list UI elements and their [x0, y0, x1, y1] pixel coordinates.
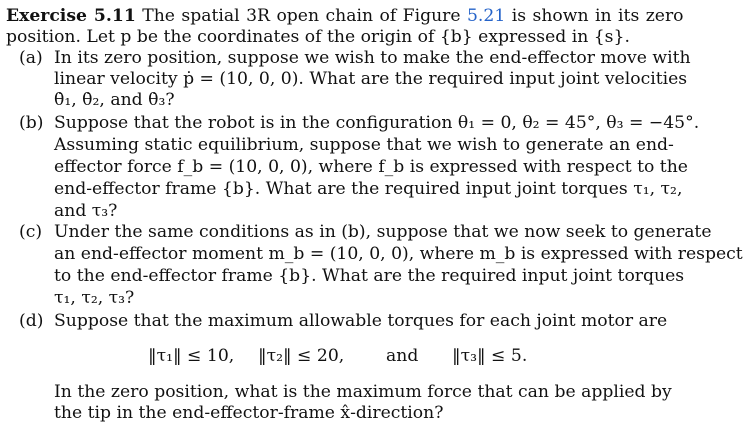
part-b-line-4: end-effector frame {b}. What are the required input joint torques τ₁, τ₂,	[54, 179, 683, 199]
part-c-line-1: Under the same conditions as in (b), suppose that we now seek to generate	[54, 222, 712, 242]
figure-reference-link[interactable]: 5.21	[467, 6, 506, 26]
part-a-line-2: linear velocity ṗ = (10, 0, 0). What are the required input joint velocities	[54, 69, 688, 89]
part-b-line-5: and τ₃?	[54, 201, 118, 221]
part-b-line-1: Suppose that the robot is in the configuration θ₁ = 0, θ₂ = 45°, θ₃ = −45°.	[54, 113, 700, 133]
part-a-label: (a)	[19, 48, 43, 68]
part-b-label: (b)	[19, 113, 44, 133]
part-c-line-4: τ₁, τ₂, τ₃?	[54, 288, 135, 308]
torque-limit-tau2: ‖τ₂‖ ≤ 20,	[258, 346, 345, 366]
part-c-line-2: an end-effector moment m_b = (10, 0, 0), where m_b is expressed with respect	[54, 244, 743, 264]
exercise-title: Exercise 5.11	[6, 6, 136, 26]
part-d-line-1: Suppose that the maximum allowable torques for each joint motor are	[54, 311, 668, 331]
intro-text-b: is shown in its zero	[505, 6, 684, 26]
torque-limit-tau3: ‖τ₃‖ ≤ 5.	[452, 346, 528, 366]
torque-limit-tau1: ‖τ₁‖ ≤ 10,	[148, 346, 235, 366]
torque-limit-conjunction: and	[386, 346, 419, 366]
part-b-line-3: effector force f_b = (10, 0, 0), where f_b is expressed with respect to the	[54, 157, 688, 177]
exercise-intro-line-1	[6, 8, 684, 25]
part-b-line-2: Assuming static equilibrium, suppose that we wish to generate an end-	[54, 135, 674, 155]
part-a-line-3: θ̇₁, θ̇₂, and θ̇₃?	[54, 90, 175, 110]
part-d-label: (d)	[19, 311, 44, 331]
intro-text-a: The spatial 3R open chain of Figure	[142, 6, 467, 26]
part-c-line-3: to the end-effector frame {b}. What are the required input joint torques	[54, 266, 685, 286]
part-a-line-1: In its zero position, suppose we wish to make the end-effector move with	[54, 48, 691, 68]
exercise-intro-line-2: position. Let p be the coordinates of the origin of {b} expressed in {s}.	[6, 27, 630, 47]
part-d-after-line-2: the tip in the end-effector-frame x̂-direction?	[54, 403, 444, 423]
part-c-label: (c)	[19, 222, 43, 242]
part-d-after-line-1: In the zero position, what is the maximum force that can be applied by	[54, 382, 672, 402]
